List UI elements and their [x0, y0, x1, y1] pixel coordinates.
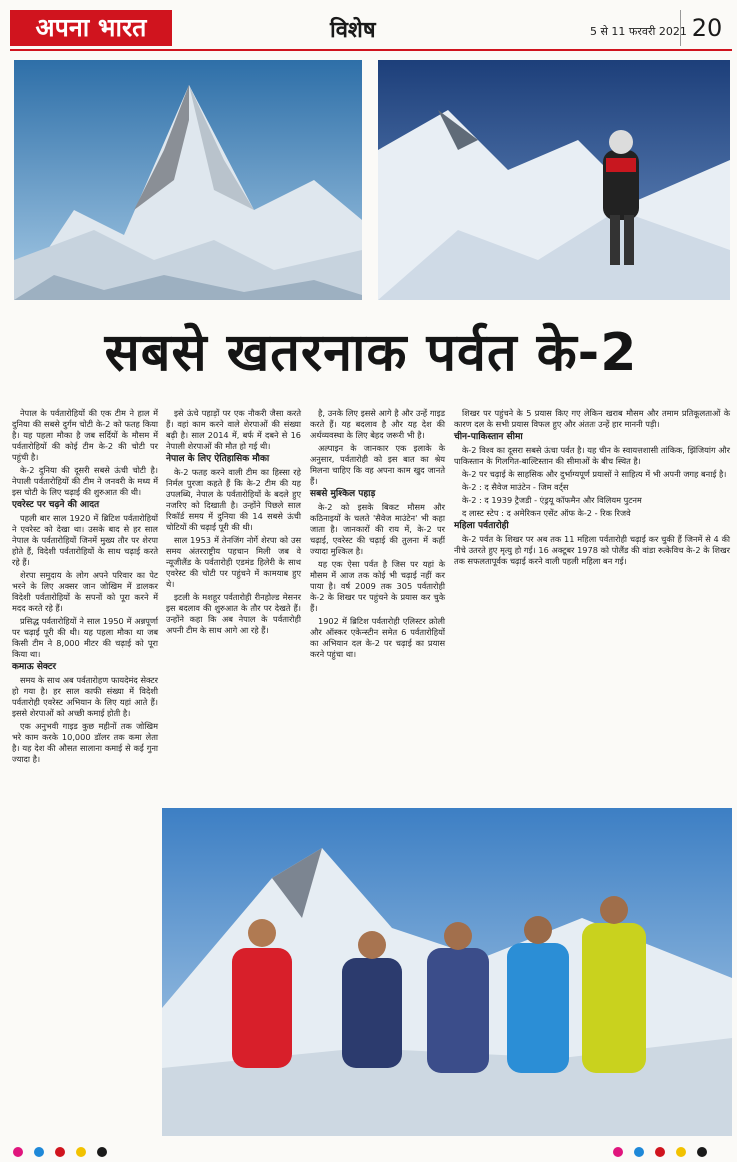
color-dot	[34, 1147, 44, 1157]
paragraph: के-2 दुनिया की दूसरी सबसे ऊंची चोटी है। नेपाली पर्वतारोहियों की टीम ने जनवरी के मध्य में इस चोटी के लिए चढ़ाई की शुरुआत की थी।	[12, 465, 158, 497]
paragraph: साल 1953 में तेनजिंग नोर्गे शेरपा को उस समय अंतरराष्ट्रीय पहचान मिली जब वे न्यूजीलैंड के पर्वतारोही एडमंड हिलेरी के साथ एवरेस्ट की चोटी पर पहुंचने में कामयाब हुए थे।	[166, 535, 301, 589]
color-dot	[697, 1147, 707, 1157]
article-column-4	[454, 408, 730, 804]
team-photo	[162, 808, 732, 1136]
subheading: चीन-पाकिस्तान सीमा	[454, 432, 523, 442]
article-column-1	[12, 408, 158, 1136]
color-dot	[676, 1147, 686, 1157]
paragraph: के-2 विश्व का दूसरा सबसे ऊंचा पर्वत है। यह चीन के स्वायत्तशासी तांकिक, झिंजियांग और पाकिस्तान के गिलगित-बाल्टिस्तान की सीमाओं के बीच स्थित है।	[454, 445, 730, 466]
subheading: सबसे मुश्किल पहाड़	[310, 489, 376, 499]
paragraph: अल्पाइन के जानकार एक इलाके के अनुसार, पर्वतारोही को इस बात का श्रेय मिलना चाहिए कि वह अपना काम खुद जानते हैं।	[310, 443, 445, 486]
subheading: महिला पर्वतारोही	[454, 521, 509, 531]
article-column-3	[310, 408, 445, 804]
article-column-2	[166, 408, 301, 804]
newspaper-logo: अपना भारत	[10, 10, 172, 46]
color-dot	[634, 1147, 644, 1157]
paragraph: है, उनके लिए इससे आगे है और उन्हें गाइड करते हैं। यह बदलाव है और यह देश की अर्थव्यवस्था के लिए बेहद जरूरी भी है।	[310, 408, 445, 440]
paragraph: पहली बार साल 1920 में ब्रिटिश पर्वतारोहियों ने एवरेस्ट को देखा था। उसके बाद से हर साल नेपाल के पर्वतारोहियों जिनमें मुख्य तौर पर शेरपा होते हैं, विदेशी पर्वतारोहियों के साथ चढ़ाई करते रहे हैं।	[12, 513, 158, 567]
paragraph: यह एक ऐसा पर्वत है जिस पर यहां के मौसम में आज तक कोई भी चढ़ाई नहीं कर पाया है। वर्ष 2009 तक 305 पर्वतारोही के-2 के शिखर पर पहुंचने के प्रयास कर चुके हैं।	[310, 559, 445, 613]
paragraph: नेपाल के पर्वतारोहियों की एक टीम ने हाल में दुनिया की सबसे दुर्गम चोटी के-2 को फतह किया है। यह पहला मौका है जब सर्दियों के मौसम में पर्वतारोहियों की कोई टीम के-2 की चोटी पर पहुंची है।	[12, 408, 158, 462]
color-dot	[76, 1147, 86, 1157]
headline: सबसे खतरनाक पर्वत के-2	[104, 323, 638, 383]
climber-photo	[378, 60, 730, 300]
color-dot	[97, 1147, 107, 1157]
header-rule	[10, 49, 732, 51]
page-footer	[0, 1138, 737, 1156]
color-dot	[55, 1147, 65, 1157]
paragraph: समय के साथ अब पर्वतारोहण फायदेमंद सेक्टर हो गया है। हर साल काफी संख्या में विदेशी पर्वतारोही एवरेस्ट अभियान के लिए यहां आते हैं। इससे शेरपाओं को अच्छी कमाई होती है।	[12, 675, 158, 718]
paragraph: एक अनुभवी गाइड कुछ महीनों तक जोखिम भरे काम करके 10,000 डॉलर तक कमा लेता है। यह देश की औसत सालाना कमाई से कई गुना ज्यादा है।	[12, 721, 158, 764]
book-item: द लास्ट स्टेप : द अमेरिकन एसेंट ऑफ के-2 - रिक रिजवे	[462, 508, 631, 518]
color-dot	[613, 1147, 623, 1157]
issue-date: 5 से 11 फरवरी 2021	[590, 25, 687, 38]
paragraph: इटली के मशहूर पर्वतारोही रीनहोल्ड मेसनर इस बदलाव की शुरुआत के तौर पर देखते हैं। उन्होंने कहा कि अब नेपाल के पर्वतारोही अपनी टीम के साथ आगे आ रहे हैं।	[166, 592, 301, 635]
paragraph: प्रसिद्ध पर्वतारोहियों ने साल 1950 में अन्नपूर्णा पर चढ़ाई पूरी की थी। यह पहला मौका था जब किसी टीम ने 8,000 मीटर की चढ़ाई को पूरा किया था।	[12, 616, 158, 659]
paragraph: के-2 पर्वत के शिखर पर अब तक 11 महिला पर्वतारोही चढ़ाई कर चुकी हैं जिनमें से 4 की नीचे उतरते हुए मृत्यु हो गई। 16 अक्टूबर 1978 को पोलैंड की वांडा रुत्केविच के-2 के शिखर तक सफलतापूर्वक चढ़ाई करने वाली पहली महिला बन गई।	[454, 534, 730, 566]
paragraph: शेरपा समुदाय के लोग अपने परिवार का पेट भरने के लिए अक्सर जान जोखिम में डालकर विदेशी पर्वतारोहियों के सपनों को पूरा करने में मदद करते रहे हैं।	[12, 570, 158, 613]
section-title: विशेष	[330, 18, 376, 43]
paragraph: 1902 में ब्रिटिश पर्वतारोही एलिस्टर क्रोली और ऑस्कर एकेन्स्टीन समेत 6 पर्वतारोहियों का अभियान दल के-2 पर चढ़ाई का प्रयास करने पहुंचा था।	[310, 616, 445, 659]
paragraph: के-2 को इसके बिकट मौसम और कठिनाइयों के चलते 'सैवेज माउंटेन' भी कहा जाता है। जानकारों की राय में, के-2 पर चढ़ाई, एवरेस्ट की चढ़ाई की तुलना में कहीं ज्यादा मुश्किल है।	[310, 502, 445, 556]
book-item: के-2 : द सैवेज माउंटेन - जिम वर्ट्स	[462, 482, 569, 492]
page-header	[0, 0, 737, 52]
paragraph: के-2 पर चढ़ाई के साहसिक और दुर्भाग्यपूर्ण प्रयासों ने साहित्य में भी अपनी जगह बनाई है।	[462, 469, 727, 479]
color-dot	[13, 1147, 23, 1157]
k2-mountain-photo	[14, 60, 362, 300]
subheading: कमाऊ सेक्टर	[12, 662, 57, 672]
subheading: नेपाल के लिए ऐतिहासिक मौका	[166, 454, 270, 464]
subheading: एवरेस्ट पर चढ़ने की आदत	[12, 500, 100, 510]
book-item: के-2 : द 1939 ट्रैजडी - एंड्रयू कॉफमैन और विलियम पुटनम	[462, 495, 642, 505]
color-dot	[655, 1147, 665, 1157]
paragraph: इसे ऊंचे पहाड़ों पर एक नौकरी जैसा करते हैं। वहां काम करने वाले शेरपाओं की संख्या बढ़ी है। साल 2014 में, बर्फ में दबने से 16 नेपाली शेरपाओं की मौत हो गई थी।	[166, 408, 301, 451]
paragraph: शिखर पर पहुंचने के 5 प्रयास किए गए लेकिन खराब मौसम और तमाम प्रतिकूलताओं के कारण दल के सभी प्रयास विफल हुए और अंततः उन्हें हार माननी पड़ी।	[454, 408, 730, 429]
page-number: 20	[680, 10, 733, 46]
paragraph: के-2 फतह करने वाली टीम का हिस्सा रहे निर्मल पुरजा कहते हैं कि के-2 टीम की यह उपलब्धि, नेपाल के पर्वतारोहियों के बदले हुए नजरिए को दिखाती है। उन्होंने पिछले साल रिकॉर्ड समय में दुनिया की 14 सबसे ऊंची चोटियों की चढ़ाई पूरी की थी।	[166, 467, 301, 532]
